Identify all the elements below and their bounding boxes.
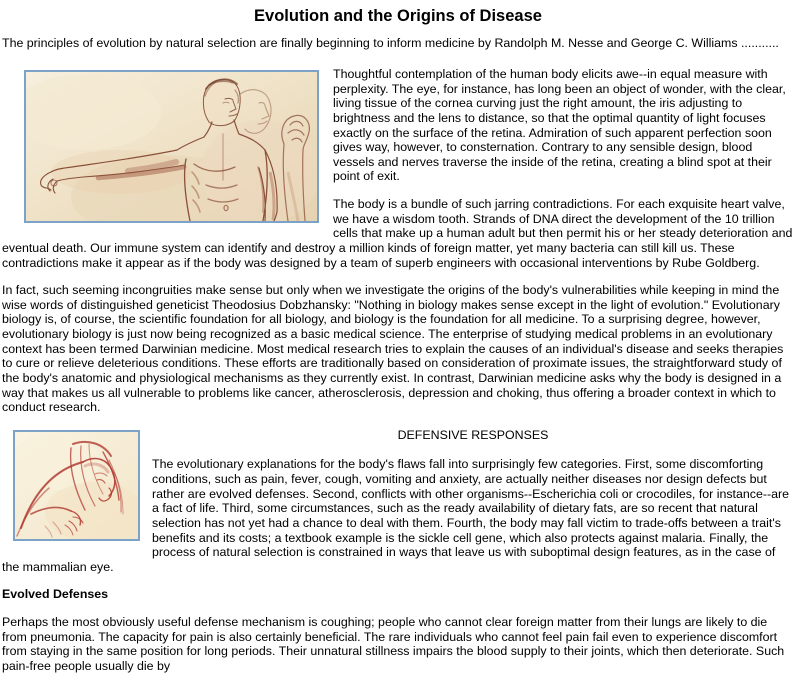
paragraph-jarring-contradictions: The body is a bundle of such jarring contradictions. For each exquisite heart valve, we have a wisdom tooth. Strands of DNA direct the development of the 10 trillion cells that make up a human adult but then permit his or her steady deterioration and eventual death. Our immune system can identify and destroy a million kinds of foreign matter, yet many bacteria can still kill us. These contradictions make it appear as if the body was designed by a team of superb engineers with occasional interventions by Rube Goldberg. [2, 197, 793, 270]
paragraph-flaw-categories: The evolutionary explanations for the body's flaws fall into surprisingly few categories. First, some discomforting conditions, such as pain, fever, cough, vomiting and anxiety, are actually neither diseases nor design defects but rather are evolved defenses. Second, conflicts with other organisms--Escherichia coli or crocodiles, for instance--are a fact of life. Third, some circumstances, such as the ready availability of dietary fats, are so recent that natural selection has not yet had a chance to deal with them. Fourth, the body may fall victim to trade-offs between a trait's benefits and its costs; a textbook example is the sickle cell gene, which also protects against malaria. Finally, the process of natural selection is constrained in ways that leave us with suboptimal design features, as in the case of the mammalian eye. [2, 457, 790, 574]
subheading-evolved-defenses: Evolved Defenses [2, 587, 109, 602]
male-anatomy-sketch-image [24, 70, 319, 223]
defensive-responses-section [2, 428, 794, 575]
intro-section [2, 67, 794, 270]
male-anatomy-sketch-drawing [26, 72, 317, 221]
woman-chalk-sketch-drawing [15, 432, 138, 539]
article-page [0, 7, 796, 674]
page-title: Evolution and the Origins of Disease [254, 7, 542, 25]
woman-chalk-sketch-image [13, 430, 140, 541]
paragraph-coughing-pain: Perhaps the most obviously useful defense mechanism is coughing; people who cannot clear foreign matter from their lungs are likely to die from pneumonia. The capacity for pain is also certainly beneficial. The rare individuals who cannot feel pain fail even to experience discomfort from staying in the same position for long periods. Their unnatural stillness impairs the blood supply to their joints, which then deteriorate. Such pain-free people usually die by [2, 615, 785, 673]
paragraph-darwinian-medicine: In fact, such seeming incongruities make sense but only when we investigate the origins of the body's vulnerabilities while keeping in mind the wise words of distinguished geneticist Theodosius Dobzhansky: "Nothing in biology makes sense except in the light of evolution." Evolutionary biology is, of course, the scientific foundation for all biology, and biology is the foundation for all medicine. To a surprising degree, however, evolutionary biology is just now being recognized as a basic medical science. The enterprise of studying medical problems in an evolutionary context has been termed Darwinian medicine. Most medical research tries to explain the causes of an individual's disease and seeks therapies to cure or relieve deleterious conditions. These efforts are traditionally based on consideration of proximate issues, the straightforward study of the body's anatomic and physiological mechanisms as they currently exist. In contrast, Darwinian medicine asks why the body is designed in a way that makes us all vulnerable to problems like cancer, atherosclerosis, depression and choking, thus offering a broader context in which to conduct research. [2, 283, 784, 415]
paragraph-eye-wonder: Thoughtful contemplation of the human body elicits awe--in equal measure with perplexity. The eye, for instance, has long been an object of wonder, with the clear, living tissue of the cornea curving just the right amount, the iris adjusting to brightness and the lens to distance, so that the optimal quantity of light focuses exactly on the surface of the retina. Admiration of such apparent perfection soon gives way, however, to consternation. Contrary to any sensible design, blood vessels and nerves traverse the inside of the retina, creating a blind spot at their point of exit. [333, 67, 786, 184]
section-heading-defensive-responses: DEFENSIVE RESPONSES [397, 427, 549, 442]
byline: The principles of evolution by natural selection are finally beginning to inform medicine by Randolph M. Nesse and George C. Williams ........... [2, 36, 779, 51]
